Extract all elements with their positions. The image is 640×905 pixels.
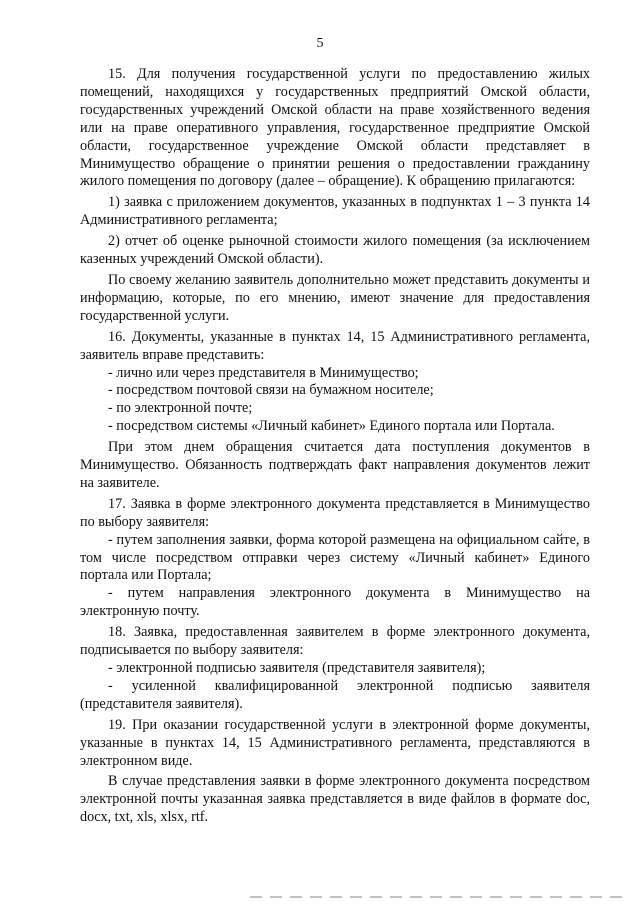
scan-artifact-line: [250, 896, 630, 898]
paragraph-18: 18. Заявка, предоставленная заявителем в форме электронного документа, подписывается по выбору заявителя:: [80, 624, 590, 659]
paragraph-16: 16. Документы, указанные в пунктах 14, 15 Административного регламента, заявитель вправе представить:: [80, 328, 590, 363]
paragraph-19: 19. При оказании государственной услуги в электронной форме документы, указанные в пунктах 14, 15 Административного регламента, представляются в электронном виде.: [80, 716, 590, 769]
paragraph-17-item-email: - путем направления электронного документа в Минимущество на электронную почту.: [80, 585, 590, 620]
paragraph-17: 17. Заявка в форме электронного документа представляется в Минимущество по выбору заявителя:: [80, 495, 590, 530]
document-body: [80, 66, 590, 827]
paragraph-17-item-site: - путем заполнения заявки, форма которой размещена на официальном сайте, в том числе посредством отправки через систему «Личный кабинет» Единого портала или Портала;: [80, 531, 590, 584]
paragraph-15: 15. Для получения государственной услуги по предоставлению жилых помещений, находящихся у государственных предприятий Омской области, государственных учреждений Омской области на праве хозяйственного ведения или на праве оперативного управления, государственное предприятие Омской области, государственное учреждение Омской области представляет в Минимущество обращение о принятии решения о предоставлении гражданину жилого помещения по договору (далее – обращение). К обращению прилагаются:: [80, 66, 590, 190]
paragraph-16-item-portal: - посредством системы «Личный кабинет» Единого портала или Портала.: [108, 418, 555, 435]
page-number: 5: [316, 36, 324, 51]
paragraph-16-item-personal: - лично или через представителя в Минимущество;: [108, 364, 419, 381]
paragraph-18-item-qualified-signature: - усиленной квалифицированной электронной подписью заявителя (представителя заявителя).: [80, 677, 590, 712]
paragraph-16-item-email: - по электронной почте;: [108, 400, 253, 417]
paragraph-16-note: При этом днем обращения считается дата поступления документов в Минимущество. Обязанность подтверждать факт направления документов лежит на заявителе.: [80, 439, 590, 491]
paragraph-15-item-1: 1) заявка с приложением документов, указанных в подпунктах 1 – 3 пункта 14 Административного регламента;: [80, 194, 590, 229]
paragraph-15-item-2: 2) отчет об оценке рыночной стоимости жилого помещения (за исключением казенных учреждений Омской области).: [80, 233, 590, 268]
paragraph-19-note: В случае представления заявки в форме электронного документа посредством электронной почты указанная заявка представляется в виде файлов в формате doc, docx, txt, xls, xlsx, rtf.: [80, 773, 590, 826]
paragraph-16-item-post: - посредством почтовой связи на бумажном носителе;: [108, 382, 434, 399]
paragraph-18-item-signature: - электронной подписью заявителя (представителя заявителя);: [108, 660, 486, 676]
paragraph-15-note: По своему желанию заявитель дополнительно может представить документы и информацию, которые, по его мнению, имеют значение для предоставления государственной услуги.: [80, 271, 590, 324]
